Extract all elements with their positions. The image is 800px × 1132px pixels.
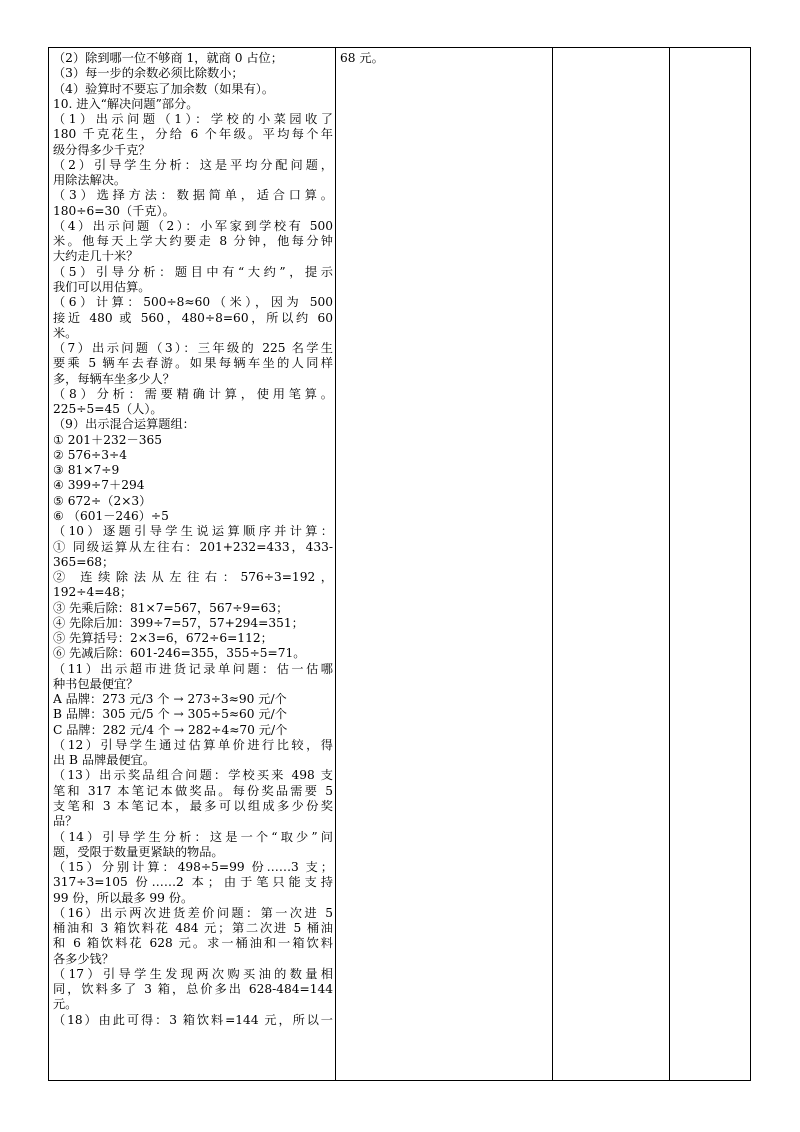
text-line: 要乘 5 辆车去春游。如果每辆车坐的人同样 — [53, 356, 333, 371]
text-line: （8）分析：需要精确计算，使用笔算。 — [53, 386, 333, 401]
text-line: ② 连续除法从左往右：576÷3=192， — [53, 570, 333, 585]
design-intent-column — [553, 48, 670, 1080]
text-line: （9）出示混合运算题组： — [53, 417, 195, 432]
text-line: （4）出示问题（2）：小军家到学校有 500 — [53, 218, 333, 233]
lesson-plan-table — [48, 47, 751, 1081]
notes-column — [670, 48, 752, 1080]
text-line: （4）验算时不要忘了加余数（如果有）。 — [53, 81, 275, 96]
text-line: 品？ — [53, 814, 78, 829]
text-line: （5）引导分析：题目中有“大约”，提示 — [53, 264, 333, 279]
text-line: ③ 81×7÷9 — [53, 463, 120, 478]
text-line: 99 份，所以最多 99 份。 — [53, 890, 194, 905]
text-line: 元。 — [53, 997, 78, 1012]
text-line: 米。他每天上学大约要走 8 分钟，他每分钟 — [53, 234, 333, 249]
text-line: 出 B 品牌最便宜。 — [53, 753, 156, 768]
text-line: ⑤ 先算括号：2×3=6，672÷6=112； — [53, 631, 273, 646]
text-line: 我们可以用估算。 — [53, 279, 151, 294]
text-line: （14）引导学生分析：这是一个“取少”问 — [53, 829, 333, 844]
text-line: （15）分别计算：498÷5=99 份……3 支； — [53, 860, 333, 875]
text-line: ⑥ 先减后除：601-246=355，355÷5=71。 — [53, 646, 306, 661]
text-line: 和 6 箱饮料花 628 元。求一桶油和一箱饮料 — [53, 936, 333, 951]
text-line: C 品牌：282 元/4 个 → 282÷4≈70 元/个 — [53, 722, 288, 737]
text-line: 180÷6=30（千克）。 — [53, 203, 175, 218]
text-line: （6）计算：500÷8≈60（米），因为 500 — [53, 295, 333, 310]
text-line: 180 千克花生，分给 6 个年级。平均每个年 — [53, 127, 333, 142]
text-line: （3）每一步的余数必须比除数小； — [53, 66, 244, 81]
text-line: ④ 先除后加：399÷7=57，57+294=351； — [53, 615, 304, 630]
text-line: （2）引导学生分析：这是平均分配问题， — [53, 157, 333, 172]
text-line: 笔和 317 本笔记本做奖品。每份奖品需要 5 — [53, 783, 333, 798]
student-activity-column — [336, 48, 553, 1080]
teaching-process-column — [49, 48, 336, 1080]
text-line: （12）引导学生通过估算单价进行比较，得 — [53, 737, 333, 752]
text-line: ① 201＋232－365 — [53, 432, 162, 447]
text-line: （13）出示奖品组合问题：学校买来 498 支 — [53, 768, 333, 783]
text-line: A 品牌：273 元/3 个 → 273÷3≈90 元/个 — [53, 692, 287, 707]
text-line: 多，每辆车坐多少人？ — [53, 371, 175, 386]
text-line: （3）选择方法：数据简单，适合口算。 — [53, 188, 333, 203]
text-line: 级分得多少千克？ — [53, 142, 151, 157]
text-line: 317÷3=105 份……2 本；由于笔只能支持 — [53, 875, 333, 890]
text-line: 支笔和 3 本笔记本，最多可以组成多少份奖 — [53, 799, 333, 814]
text-line: 题，受限于数量更紧缺的物品。 — [53, 844, 224, 859]
text-line: （18）由此可得：3 箱饮料=144 元，所以一 — [53, 1012, 333, 1027]
text-line: （11）出示超市进货记录单问题：估一估哪 — [53, 661, 333, 676]
text-line: ④ 399÷7＋294 — [53, 478, 145, 493]
text-line: 225÷5=45（人）。 — [53, 402, 163, 417]
text-line: ① 同级运算从左往右：201+232=433，433- — [53, 539, 333, 554]
text-line: 用除法解决。 — [53, 173, 127, 188]
text-line: （1）出示问题（1）：学校的小菜园收了 — [53, 112, 333, 127]
text-line: 种书包最便宜？ — [53, 676, 139, 691]
text-line: （16）出示两次进货差价问题：第一次进 5 — [53, 905, 333, 920]
text-line: （10）逐题引导学生说运算顺序并计算： — [53, 524, 333, 539]
text-line: ⑥ （601－246）÷5 — [53, 508, 169, 523]
text-line: 米。 — [53, 325, 78, 340]
text-line: 各多少钱？ — [53, 951, 114, 966]
text-line: ② 576÷3÷4 — [53, 447, 127, 462]
text-line: 同，饮料多了 3 箱，总价多出 628-484=144 — [53, 982, 333, 997]
text-line: 接近 480 或 560，480÷8=60，所以约 60 — [53, 310, 333, 325]
text-line: （7）出示问题（3）：三年级的 225 名学生 — [53, 341, 333, 356]
text-line: 365=68； — [53, 554, 115, 569]
text-line: 10. 进入“解决问题”部分。 — [53, 96, 199, 111]
text-line: ③ 先乘后除：81×7=567，567÷9=63； — [53, 600, 289, 615]
text-line: （2）除到哪一位不够商 1，就商 0 占位； — [53, 51, 283, 65]
text-line: B 品牌：305 元/5 个 → 305÷5≈60 元/个 — [53, 707, 287, 722]
text-line: ⑤ 672÷（2×3） — [53, 493, 152, 508]
text-line: 68 元。 — [340, 51, 384, 65]
text-line: 192÷4=48； — [53, 585, 133, 600]
text-line: 桶油和 3 箱饮料花 484 元；第二次进 5 桶油 — [53, 921, 333, 936]
text-line: （17）引导学生发现两次购买油的数量相 — [53, 966, 333, 981]
text-line: 大约走几十米？ — [53, 249, 139, 264]
